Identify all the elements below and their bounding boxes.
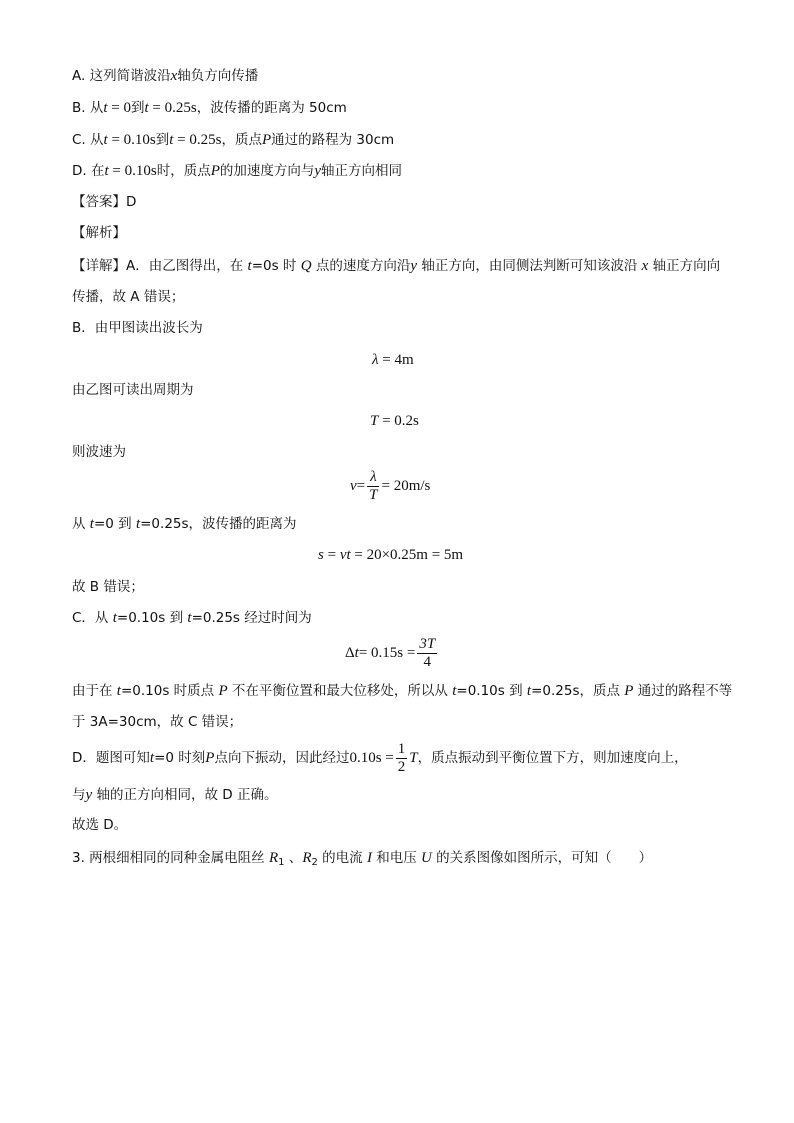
final-conclusion: 故选 D。 [72, 817, 128, 833]
equation-distance: s = vt = 20×0.25m = 5m [318, 547, 464, 563]
detail-a-line1: 【详解】A．由乙图得出，在 t=0s 时 Q 点的速度方向沿y 轴正方向，由同侧法判断可知该波沿 x 轴正方向向 [72, 258, 721, 274]
equation-speed: v = $\frac{\lambda}{T}$ = 20m/s [350, 468, 431, 503]
question-3: 3. 两根细相同的同种金属电阻丝 $R_1$ 、$R_2$ 的电流 I 和电压 U 的关系图像如图所示，可知（ ） [72, 850, 653, 868]
answer-label: 【答案】 [72, 194, 126, 210]
detail-c-intro: C．从 t=0.10s 到 t=0.25s 经过时间为 [72, 610, 312, 626]
option-d: D. 在t = 0.10s时，质点P的加速度方向与y轴正方向相同 [72, 163, 403, 179]
detail-c-line2: 由于在 t=0.10s 时质点 P 不在平衡位置和最大位移处，所以从 t=0.10s 到 t=0.25s，质点 P 通过的路程不等 [72, 683, 733, 699]
equation-period: T = 0.2s [370, 413, 419, 429]
equation-lambda: λ = 4m [372, 352, 414, 368]
detail-b-conclusion: 故 B 错误； [72, 579, 144, 595]
analysis-label: 【解析】 [72, 225, 126, 241]
detail-b-intro: B．由甲图读出波长为 [72, 320, 203, 336]
speed-fraction: $\frac{\lambda}{T}$ [369, 468, 378, 503]
distance-intro: 从 t=0 到 t=0.25s，波传播的距离为 [72, 516, 297, 532]
detail-d-line2: 与y 轴的正方向相同，故 D 正确。 [72, 787, 278, 803]
delta-t-fraction: $\frac{3T}{4}$ [419, 635, 436, 670]
option-a: A. 这列简谐波沿x轴负方向传播 [72, 68, 259, 84]
detail-a-line2: 传播，故 A 错误； [72, 289, 185, 305]
option-b: B. 从t = 0到t = 0.25s，波传播的距离为 50cm [72, 100, 347, 116]
option-c: C. 从t = 0.10s到t = 0.25s，质点P通过的路程为 30cm [72, 132, 395, 148]
detail-c-line3: 于 3A=30cm，故 C 错误； [72, 714, 243, 730]
speed-intro: 则波速为 [72, 444, 126, 460]
answer-value: D [126, 194, 137, 210]
half-fraction: $\frac{1}{2}$ [397, 740, 406, 775]
equation-delta-t: Δ t = 0.15s = $\frac{3T}{4}$ [345, 635, 436, 670]
answer-line [72, 192, 136, 212]
detail-d-line1: D．题图可知 t =0 时刻 P 点向下振动，因此经过 0.10s = $\frac{1}{2}$ T ，质点振动到平衡位置下方，则加速度向上， [72, 740, 688, 775]
period-intro: 由乙图可读出周期为 [72, 382, 194, 398]
